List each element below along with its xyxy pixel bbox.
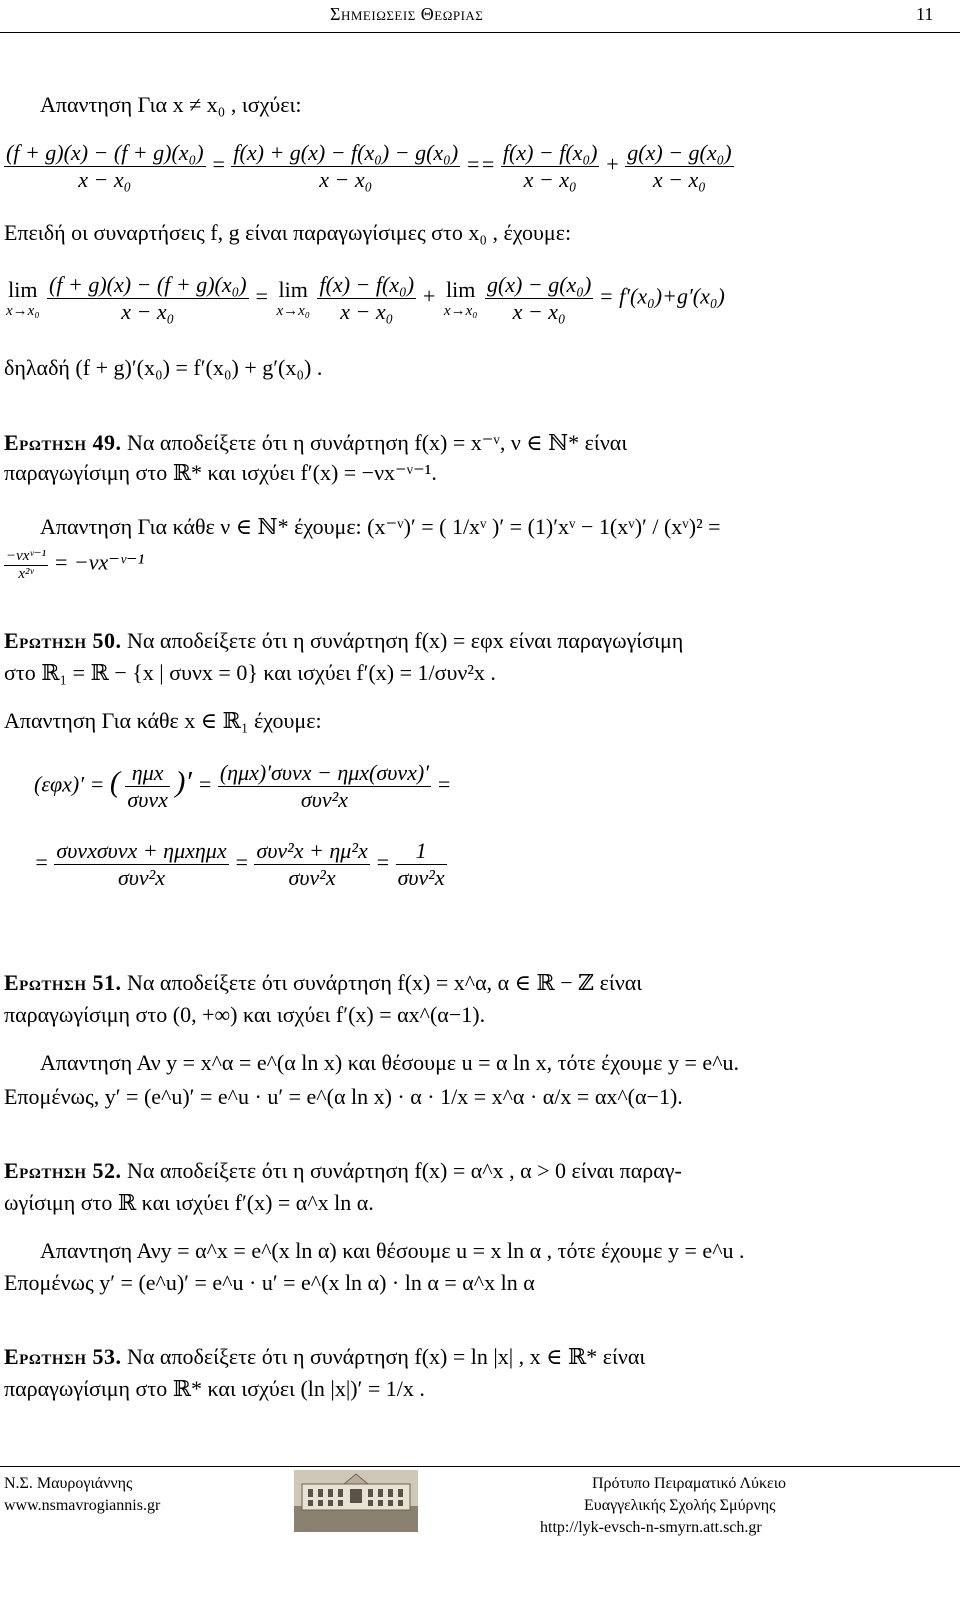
frac-denominator: x − x₀ xyxy=(121,299,175,324)
answer-51-line1: Απαντηση Αν y = x^α = e^(α ln x) και θέσουμε u = α ln x, τότε έχουμε y = e^u. xyxy=(40,1050,740,1075)
eq48-lim-frac2 xyxy=(317,272,416,325)
frac-numerator: f(x) + g(x) − f(x₀) − g(x₀) xyxy=(233,140,459,165)
frac-numerator: (f + g)(x) − (f + g)(x₀) xyxy=(49,272,247,297)
question-text: Να αποδείξετε ότι συνάρτηση f(x) = x^α, α ∈ ℝ − ℤ είναι xyxy=(127,970,643,995)
frac-numerator: f(x) − f(x₀) xyxy=(502,140,598,165)
answer-50-equation-line2: = $\frac{\text{συνxσυνx + ημxημx}}{\text{συν²x}}$ = $\frac{\text{συν²x + ημ²x}}{\text{συν²x}}$ = $\frac{1}{\text{συν²x}}$ xyxy=(34,838,445,890)
quotient-rule-fraction xyxy=(218,760,431,813)
lim-text: lim xyxy=(446,277,476,302)
eq48-lim-frac3 xyxy=(485,272,593,325)
question-50-line2: στο ℝ₁ = ℝ − {x | συνx = 0} και ισχύει f′(x) = 1/συν²x . xyxy=(4,660,496,685)
frac-denominator: x − x₀ xyxy=(340,299,394,324)
eq48-lim-frac1 xyxy=(47,272,249,325)
frac-denominator: x − x₀ xyxy=(523,167,577,192)
question-label: Ερωτηση 53. xyxy=(4,1344,122,1369)
frac-numerator: −νxᵛ⁻¹ xyxy=(6,548,47,564)
frac-numerator: ημx xyxy=(125,760,169,787)
lim-text: lim xyxy=(8,277,38,302)
frac-numerator: g(x) − g(x₀) xyxy=(627,140,732,165)
identity-fraction xyxy=(254,838,369,891)
answer-49-result: = −νx⁻ᵛ⁻¹ xyxy=(53,549,145,575)
frac-numerator: συνxσυνx + ημxημx xyxy=(56,838,227,863)
result-fraction xyxy=(396,838,447,891)
frac-denominator: x²ᵛ xyxy=(18,566,34,582)
limit-result: = f′(x₀)+g′(x₀) xyxy=(598,283,725,309)
equation-48-1: $\frac{\text{(f + g)(x) − (f + g)(x₀)}}{\text{x − x₀}}$ = $\frac{\text{f(x) + g(x) − f(x₀) − g(x₀)}}{\text{x − x₀}}$ == $\frac{\text{f(x) − f(x₀)}}{\text{x − x₀}}$ + $\frac{\text{g(x) − g(x₀)}}{\text{x − x₀}}$ xyxy=(6,140,732,192)
question-53-line1 xyxy=(4,1344,645,1370)
frac-numerator: συν²x + ημ²x xyxy=(256,838,368,863)
header-rule xyxy=(0,32,960,33)
page-number: 11 xyxy=(916,4,934,24)
frac-denominator: x − x₀ xyxy=(512,299,566,324)
answer-50-intro: Απαντηση Για κάθε x ∈ ℝ₁ έχουμε: xyxy=(4,708,322,733)
school-building-image xyxy=(294,1470,418,1532)
frac-numerator: (ημx)′συνx − ημx(συνx)′ xyxy=(219,760,429,785)
limit-operator xyxy=(274,277,312,320)
frac-denominator: x − x₀ xyxy=(78,167,132,192)
question-text: Να αποδείξετε ότι η συνάρτηση f(x) = εφx είναι παραγωγίσιμη xyxy=(127,628,684,653)
frac-denominator: συν²x xyxy=(397,865,445,890)
expanded-fraction xyxy=(54,838,228,891)
question-text: Να αποδείξετε ότι η συνάρτηση f(x) = x⁻ᵛ, ν ∈ ℕ* είναι xyxy=(127,430,628,455)
footer-school-url-link[interactable]: http://lyk-evsch-n-smyrn.att.sch.gr xyxy=(540,1519,762,1536)
answer-52-line2: Επομένως y′ = (e^u)′ = e^u · u′ = e^(x ln α) · ln α = α^x ln α xyxy=(4,1270,535,1295)
eq48-frac-right1 xyxy=(501,140,600,193)
frac-numerator: g(x) − g(x₀) xyxy=(486,272,592,297)
footer-school-name-2: Ευαγγελικής Σχολής Σμύρνης xyxy=(584,1497,776,1514)
lim-subscript: x→x₀ xyxy=(6,303,40,319)
question-52-line2: ωγίσιμη στο ℝ και ισχύει f′(x) = α^x ln α. xyxy=(4,1190,374,1215)
footer-website-link[interactable]: www.nsmavrogiannis.gr xyxy=(4,1497,161,1514)
frac-denominator: x − x₀ xyxy=(652,167,706,192)
frac-numerator: (f + g)(x) − (f + g)(x₀) xyxy=(6,140,204,165)
answer-48-since: Επειδή οι συναρτήσεις f, g είναι παραγωγίσιμες στο x₀ , έχουμε: xyxy=(4,220,572,245)
question-51-line2: παραγωγίσιμη στο (0, +∞) και ισχύει f′(x) = αx^(α−1). xyxy=(4,1002,486,1027)
question-label: Ερωτηση 50. xyxy=(4,628,122,653)
footer-school-name: Πρότυπο Πειραματικό Λύκειο xyxy=(592,1475,787,1492)
question-49-line1 xyxy=(4,430,627,456)
equation-48-limits: lim x→x₀ $\frac{\text{(f + g)(x) − (f + g)(x₀)}}{\text{x − x₀}}$ = lim x→x₀ $\frac{\text{f(x) − f(x₀)}}{\text{x − x₀}}$ + lim x→x₀ $\frac{\text{g(x) − g(x₀)}}{\text{x − x₀}}$ = f′(x₀)+g′(x₀) xyxy=(6,272,725,324)
limit-operator xyxy=(442,277,480,320)
frac-denominator: x − x₀ xyxy=(319,167,373,192)
answer-52-line1: Απαντηση Ανy = α^x = e^(x ln α) και θέσουμε u = x ln α , τότε έχουμε y = e^u . xyxy=(40,1238,745,1263)
question-text: Να αποδείξετε ότι η συνάρτηση f(x) = α^x , α > 0 είναι παραγ- xyxy=(127,1158,682,1183)
eq48-frac-middle xyxy=(231,140,460,193)
tan-fraction xyxy=(125,760,169,813)
question-label: Ερωτηση 51. xyxy=(4,970,122,995)
answer-48-therefore: δηλαδή (f + g)′(x₀) = f′(x₀) + g′(x₀) . xyxy=(4,355,323,380)
frac-numerator: f(x) − f(x₀) xyxy=(319,272,415,297)
answer-49-fraction xyxy=(4,546,48,583)
frac-denominator: συν²x xyxy=(300,787,348,812)
question-label: Ερωτηση 52. xyxy=(4,1158,122,1183)
lim-subscript: x→x₀ xyxy=(276,303,310,319)
lim-text: lim xyxy=(278,277,308,302)
footer-rule xyxy=(0,1466,960,1467)
limit-operator xyxy=(4,277,42,320)
question-label: Ερωτηση 49. xyxy=(4,430,122,455)
question-50-line1 xyxy=(4,628,683,654)
answer-49-line1: Απαντηση Για κάθε ν ∈ ℕ* έχουμε: (x⁻ᵛ)′ = ( 1/xᵛ )′ = (1)′xᵛ − 1(xᵛ)′ / (xᵛ)² = xyxy=(40,514,721,539)
answer-51-line2: Επομένως, y′ = (e^u)′ = e^u · u′ = e^(α ln x) · α · 1/x = x^α · α/x = αx^(α−1). xyxy=(4,1084,683,1109)
question-text: Να αποδείξετε ότι η συνάρτηση f(x) = ln |x| , x ∈ ℝ* είναι xyxy=(127,1344,646,1369)
question-52-line1 xyxy=(4,1158,682,1184)
equation-lhs: (εφx)′ = xyxy=(34,771,105,797)
frac-numerator: 1 xyxy=(396,838,447,865)
eq48-frac-left xyxy=(4,140,206,193)
question-51-line1 xyxy=(4,970,642,996)
running-header-title: Σημειωσεισ Θεωριασ xyxy=(330,4,484,24)
eq48-frac-right2 xyxy=(625,140,733,193)
question-53-line2: παραγωγίσιμη στο ℝ* και ισχύει (ln |x|)′ = 1/x . xyxy=(4,1376,425,1401)
frac-denominator: συν²x xyxy=(288,865,336,890)
lim-subscript: x→x₀ xyxy=(443,303,478,319)
answer-50-equation-line1: (εφx)′ = ( $\frac{\text{ημx}}{\text{συνx}}$ )′ = $\frac{\text{(ημx)′συνx − ημx(συνx)′}}{\text{συν²x}}$ = xyxy=(34,760,452,812)
answer-49-line2 xyxy=(4,546,144,583)
frac-denominator: συνx xyxy=(127,787,168,812)
answer-48-intro: Απαντηση Για x ≠ x₀ , ισχύει: xyxy=(40,92,302,117)
question-49-line2: παραγωγίσιμη στο ℝ* και ισχύει f′(x) = −νx⁻ᵛ⁻¹. xyxy=(4,460,437,485)
frac-denominator: συν²x xyxy=(117,865,166,890)
footer-author: Ν.Σ. Μαυρογιάννης xyxy=(4,1475,133,1492)
